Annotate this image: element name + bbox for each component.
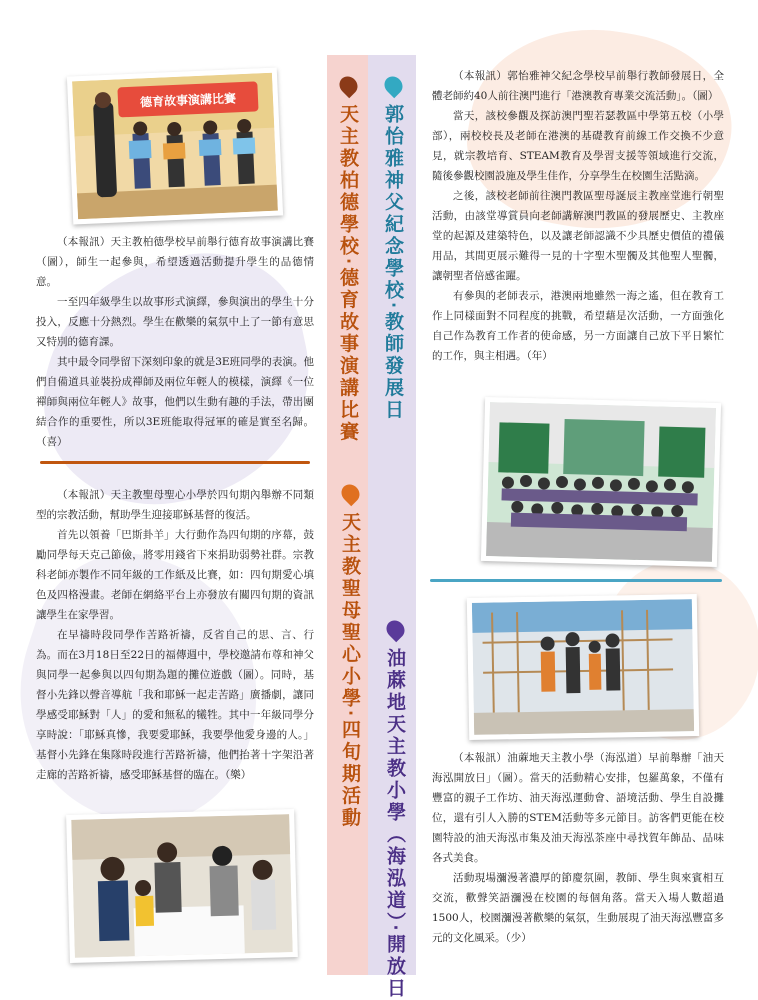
article-title-lent: 天主教聖母聖心小學‧四旬期活動 [339, 512, 361, 830]
article-open-day [432, 748, 724, 948]
paragraph: （本報訊）天主教柏德學校早前舉行德育故事演講比賽（圖），師生一起參與，希望透過活動提升學生的品德情意。 [36, 236, 314, 288]
photo-banner-text: 德育故事演講比賽 [139, 91, 237, 110]
divider [40, 461, 310, 464]
photo-teachers-group [481, 397, 721, 567]
paragraph: （本報訊）油蔴地天主教小學（海泓道）早前舉辦「油天海泓開放日」（圖）。當天的活動精心安排，包羅萬象，不僅有豐富的親子工作坊、油天海泓運動會、語境活動、學生自設攤位，還有引人入勝的STEM活動等多元節目。訪客們更能在校園特設的油天海泓市集及油天海泓茶座中尋找賀年飾品、品味各式美食。 [432, 752, 724, 864]
article-storytelling [36, 232, 314, 452]
paragraph: 活動現場瀰漫著濃厚的節慶氛圍，教師、學生與來賓相互交流，歡聲笑語瀰漫在校園的每個角落。當天入場人數超過1500人，校園瀰漫著歡樂的氣氛，生動展現了油天海泓豐富多元的文化風采。（少） [432, 872, 724, 944]
photo-lent-activities [66, 809, 298, 963]
photo-storytelling-competition [67, 67, 283, 224]
paragraph: 有參與的老師表示，港澳兩地雖然一海之遙，但在教育工作上同樣面對不同程度的挑戰，希望藉是次活動，一方面強化自己作為教育工作者的使命感，另一方面讓自己放下平日繁忙的工作，與主相遇。（年） [432, 290, 724, 362]
article-title-storytelling: 天主教柏德學校‧德育故事演講比賽 [337, 104, 359, 444]
paragraph: （本報訊）天主教聖母聖心小學於四旬期內舉辦不同類型的宗教活動，幫助學生迎接耶穌基督的復活。 [36, 489, 314, 521]
article-lent [36, 485, 314, 785]
paragraph: 其中最令同學留下深刻印象的就是3E班同學的表演。他們自備道具並裝扮成禪師及兩位年輕人的模樣，演繹《一位禪師與兩位年輕人》故事，他們以生動有趣的手法，帶出團結合作的重要性，所以3E班能取得冠軍的確是實至名歸。（喜） [36, 356, 314, 448]
article-title-open-day: 油蔴地天主教小學（海泓道）‧開放日 [384, 648, 406, 1000]
photo-open-day [467, 594, 699, 740]
paragraph: 一至四年級學生以故事形式演繹，參與演出的學生十分投入，反應十分熱烈。學生在歡樂的氣氛中上了一節有意思又特別的德育課。 [36, 296, 314, 348]
divider [430, 579, 722, 582]
paragraph: 之後，該校老師前往澳門教區聖母誕辰主教座堂進行朝聖活動，由該堂導賞員向老師講解澳門教區的發展歷史、主教座堂的起源及建築特色，以及讓老師認識不少具歷史價值的禮儀用品，其間更展示難得一見的十字聖木聖髑及其他聖人聖髑，讓朝聖者倍感雀躍。 [432, 190, 724, 282]
paragraph: 當天，該校參觀及探訪澳門聖若瑟教區中學第五校（小學部），兩校校長及老師在港澳的基礎教育前線工作交換不少意見，就宗教培育、STEAM教育及學習支援等領域進行交流，隨後參觀校園設施及學生佳作，分享學生在校園生活點滴。 [432, 110, 724, 182]
paragraph: 首先以領養「巴斯卦羊」大行動作為四旬期的序幕，鼓勵同學每天克己節儉，將零用錢省下來捐助弱勢社群。宗教科老師亦製作不同年級的工作紙及比賽，如：四旬期愛心填色及四格漫畫。老師在網絡平台上亦發放有關四旬期的資訊讓學生在家學習。 [36, 529, 314, 621]
paragraph: 在早禱時段同學作苦路祈禱，反省自己的思、言、行為。而在3月18日至22日的福傳週中，學校邀請布尊和神父與同學一起參與以四旬期為題的攤位遊戲（圖）。同時，基督小先鋒以聲音導航「我和耶穌一起走苦路」廣播劇，讓同學感受耶穌對「人」的愛和無私的犧牲。其中一年級同學分享時說：「耶穌真慘，我要愛耶穌，我要學他愛身邊的人。」基督小先鋒在集隊時段進行苦路祈禱，他們抬著十字架沿著走廊的苦路祈禱，感受耶穌基督的臨在。（樂） [36, 629, 314, 781]
paragraph: （本報訊）郭怡雅神父紀念學校早前舉行教師發展日，全體老師約40人前往澳門進行「港澳教育專業交流活動」。（圖） [432, 70, 724, 102]
article-teacher-development [432, 66, 724, 366]
article-title-teacher-development: 郭怡雅神父紀念學校‧教師發展日 [382, 104, 404, 422]
